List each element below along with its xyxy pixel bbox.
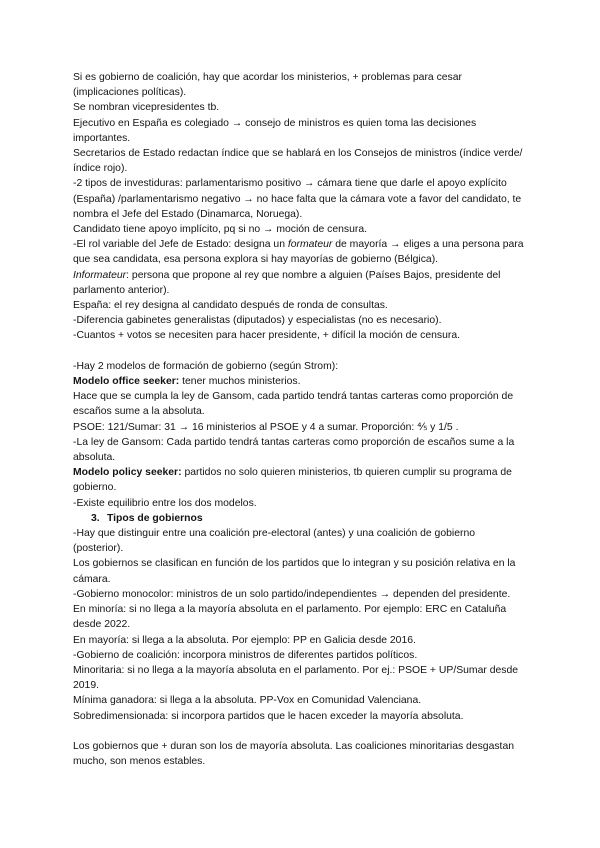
text-run: -El rol variable del Jefe de Estado: designa un [73, 239, 288, 251]
paragraph: En mayoría: si llega a la absoluta. Por ejemplo: PP en Galicia desde 2016. [73, 634, 416, 646]
paragraph: -Hay 2 modelos de formación de gobierno (según Strom): [73, 360, 339, 372]
paragraph: -La ley de Gansom: Cada partido tendrá tantas carteras como proporción de escaños sume a la absoluta. [73, 436, 515, 464]
paragraph: -2 tipos de investiduras: parlamentarismo positivo → cámara tiene que darle el apoyo explícito (España) /parlamentarismo negativo → no hace falta que la cámara vote a favor del candidato, te nombra el Jefe del Estado (Dinamarca, Noruega). [73, 178, 522, 220]
text-run: de mayoría → eliges a una persona para que sea candidata, esa persona explora si hay mayorías de gobierno (Bélgica). [73, 239, 524, 266]
paragraph: España: el rey designa al candidato después de ronda de consultas. [73, 300, 388, 312]
paragraph: Los gobiernos que + duran son los de mayoría absoluta. Las coaliciones minoritarias desgastan mucho, son menos estables. [73, 740, 515, 768]
blank-line [73, 344, 525, 359]
paragraph [73, 465, 525, 495]
paragraph [73, 237, 525, 267]
blank-line [73, 724, 525, 739]
section-heading [73, 511, 525, 526]
italic-term: formateur [287, 239, 333, 251]
document-body [73, 70, 525, 769]
paragraph: Ejecutivo en España es colegiado → consejo de ministros es quien toma las decisiones importantes. [73, 117, 477, 144]
paragraph: -Diferencia gabinetes generalistas (diputados) y especialistas (no es necesario). [73, 315, 442, 327]
paragraph: PSOE: 121/Sumar: 31 → 16 ministerios al PSOE y 4 a sumar. Proporción: ⅘ y 1/5 . [73, 421, 459, 433]
paragraph: -Gobierno monocolor: ministros de un solo partido/independientes → dependen del presidente. [73, 588, 511, 600]
paragraph: -Hay que distinguir entre una coalición pre-electoral (antes) y una coalición de gobierno (posterior). [73, 528, 476, 555]
bold-term: Modelo policy seeker: [73, 467, 182, 479]
paragraph: Hace que se cumpla la ley de Gansom, cada partido tendrá tantas carteras como proporción de escaños sume a la absoluta. [73, 391, 514, 418]
paragraph [73, 268, 525, 298]
paragraph: Si es gobierno de coalición, hay que acordar los ministerios, + problemas para cesar (implicaciones políticas). [73, 72, 462, 99]
text-run: partidos no solo quieren ministerios, tb quieren cumplir su programa de gobierno. [73, 467, 512, 494]
italic-term: Informateur [73, 269, 127, 281]
heading-text: Tipos de gobiernos [107, 512, 203, 524]
paragraph: -Cuantos + votos se necesiten para hacer presidente, + difícil la moción de censura. [73, 330, 460, 342]
paragraph: Minoritaria: si no llega a la mayoría absoluta en el parlamento. Por ej.: PSOE + UP/Sumar desde 2019. [73, 664, 519, 692]
paragraph [73, 374, 525, 389]
heading-number: 3. [91, 512, 100, 524]
paragraph: Los gobiernos se clasifican en función de los partidos que lo integran y su posición relativa en la cámara. [73, 558, 516, 585]
paragraph: Secretarios de Estado redactan índice que se hablará en los Consejos de ministros (índice verde/índice rojo). [73, 148, 523, 175]
paragraph: Mínima ganadora: si llega a la absoluta. PP-Vox en Comunidad Valenciana. [73, 695, 422, 707]
text-run: : persona que propone al rey que nombre a alguien (Países Bajos, presidente del parlamento anterior). [73, 269, 501, 296]
bold-term: Modelo office seeker: [73, 376, 180, 388]
paragraph: -Gobierno de coalición: incorpora ministros de diferentes partidos políticos. [73, 649, 418, 661]
paragraph: Sobredimensionada: si incorpora partidos que le hacen exceder la mayoría absoluta. [73, 710, 464, 722]
text-run: tener muchos ministerios. [179, 376, 301, 388]
paragraph: Candidato tiene apoyo implícito, pq si no → moción de censura. [73, 224, 367, 236]
paragraph: En minoría: si no llega a la mayoría absoluta en el parlamento. Por ejemplo: ERC en Cataluña desde 2022. [73, 604, 507, 631]
paragraph: -Existe equilibrio entre los dos modelos. [73, 497, 257, 509]
paragraph: Se nombran vicepresidentes tb. [73, 102, 220, 114]
